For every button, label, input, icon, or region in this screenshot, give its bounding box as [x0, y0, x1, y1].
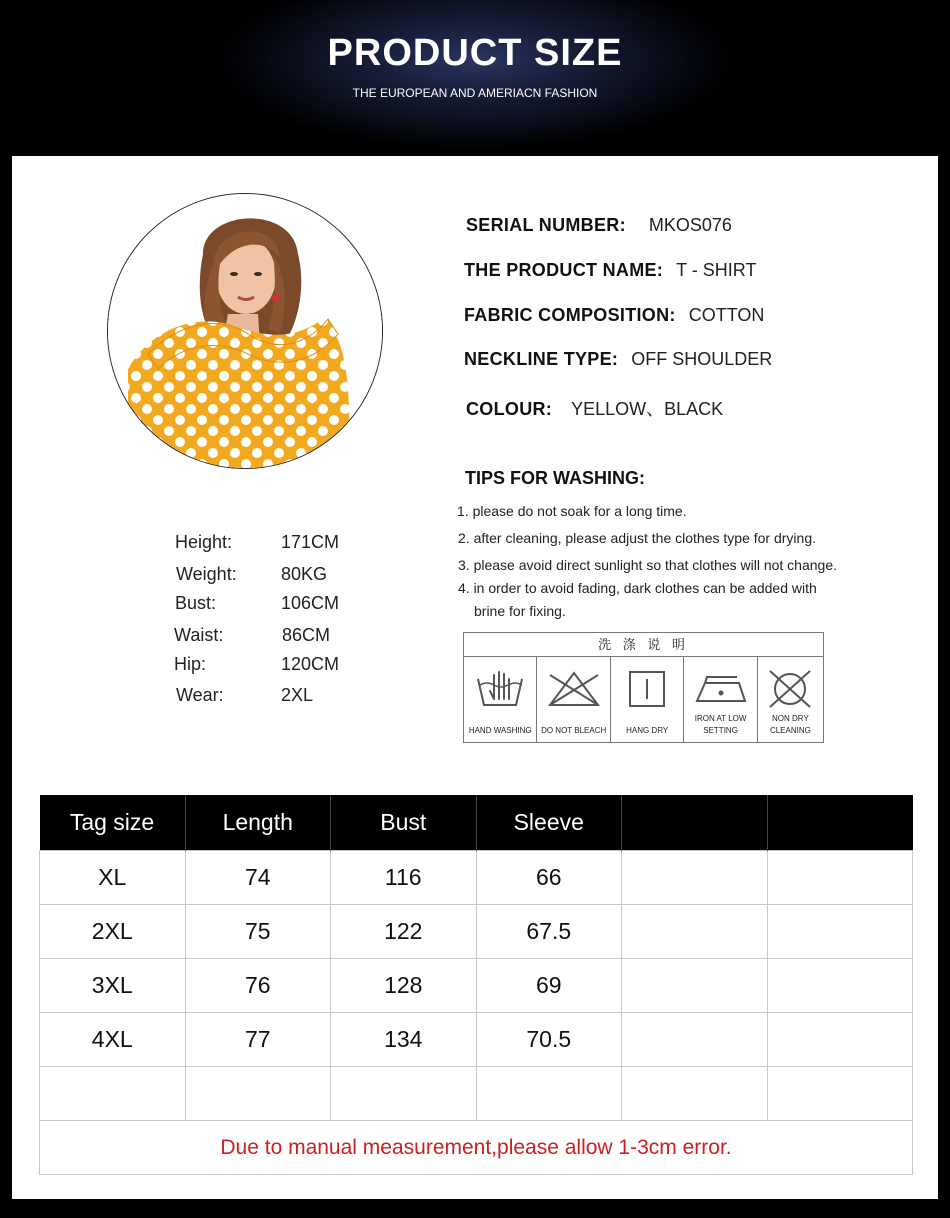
washing-tip: brine for fixing.	[474, 603, 566, 619]
table-cell	[331, 1067, 477, 1121]
neckline-label: NECKLINE TYPE:	[464, 349, 619, 369]
table-cell	[185, 1067, 331, 1121]
washing-tip: 4. in order to avoid fading, dark clothes can be added with	[458, 580, 817, 596]
symbol-iron-low	[684, 657, 757, 743]
table-row	[40, 1013, 913, 1067]
content-panel	[12, 156, 938, 1199]
product-name-label: THE PRODUCT NAME:	[464, 260, 664, 280]
symbol-caption: IRON AT LOW SETTING	[694, 714, 747, 735]
symbol-do-not-bleach	[537, 657, 610, 743]
size-table-header	[40, 795, 913, 851]
page-title: PRODUCT SIZE	[327, 32, 623, 74]
table-cell: 116	[331, 851, 477, 905]
column-header: Sleeve	[476, 795, 622, 851]
model-weight-label: Weight:	[176, 564, 237, 584]
table-cell: 67.5	[476, 905, 622, 959]
neckline-value: OFF SHOULDER	[631, 349, 773, 369]
table-cell: 69	[476, 959, 622, 1013]
neckline-row	[464, 349, 772, 370]
table-cell: 134	[331, 1013, 477, 1067]
model-height-value: 171CM	[281, 532, 340, 552]
column-header	[622, 795, 768, 851]
washing-tips-title: TIPS FOR WASHING:	[465, 468, 645, 488]
table-cell: 76	[185, 959, 331, 1013]
table-cell	[767, 851, 913, 905]
model-hip-value: 120CM	[281, 654, 340, 674]
product-photo	[107, 193, 383, 469]
column-header	[767, 795, 913, 851]
table-cell	[767, 905, 913, 959]
washing-tip: 3. please avoid direct sunlight so that clothes will not change.	[458, 557, 838, 573]
symbol-hang-dry	[611, 657, 684, 743]
fabric-row	[464, 305, 764, 326]
fabric-label: FABRIC COMPOSITION:	[464, 305, 676, 325]
washing-tip: 1. please do not soak for a long time.	[457, 503, 687, 519]
column-header: Tag size	[40, 795, 186, 851]
table-cell: 4XL	[40, 1013, 186, 1067]
model-waist-value: 86CM	[282, 625, 331, 645]
washing-symbols-header: 洗 涤 说 明	[464, 633, 823, 657]
table-cell	[622, 1013, 768, 1067]
hang-dry-icon	[627, 669, 667, 709]
table-cell	[622, 851, 768, 905]
symbol-caption: HAND WASHING	[468, 726, 532, 735]
symbol-hand-washing	[464, 657, 537, 743]
product-name-row	[464, 260, 756, 281]
model-waist-label: Waist:	[174, 625, 224, 645]
table-cell: 122	[331, 905, 477, 959]
table-row	[40, 959, 913, 1013]
table-row	[40, 851, 913, 905]
serial-number-label: SERIAL NUMBER:	[466, 215, 626, 235]
no-dry-cleaning-icon	[765, 669, 815, 709]
size-table	[39, 795, 913, 1175]
column-header: Length	[185, 795, 331, 851]
washing-tip: 2. after cleaning, please adjust the clothes type for drying.	[458, 530, 816, 546]
page-header	[0, 0, 950, 156]
table-cell: 70.5	[476, 1013, 622, 1067]
table-cell	[476, 1067, 622, 1121]
do-not-bleach-icon	[544, 669, 604, 709]
measurement-note-row	[40, 1121, 913, 1175]
table-cell	[767, 959, 913, 1013]
table-cell	[622, 1067, 768, 1121]
symbol-no-dry-cleaning	[758, 657, 823, 743]
colour-row	[466, 395, 723, 421]
washing-symbols	[463, 632, 824, 743]
table-cell: 2XL	[40, 905, 186, 959]
model-bust-value: 106CM	[281, 593, 340, 613]
fabric-value: COTTON	[688, 305, 765, 325]
table-cell: 128	[331, 959, 477, 1013]
table-cell: XL	[40, 851, 186, 905]
model-wear-value: 2XL	[281, 685, 314, 705]
symbol-caption: HANG DRY	[626, 726, 669, 735]
symbol-caption: DO NOT BLEACH	[541, 726, 607, 735]
serial-number-row	[466, 215, 732, 236]
table-row	[40, 905, 913, 959]
table-cell	[40, 1067, 186, 1121]
model-hip-label: Hip:	[174, 654, 207, 674]
model-wear-label: Wear:	[176, 685, 224, 705]
table-cell	[767, 1067, 913, 1121]
symbol-caption: NON DRY CLEANING	[769, 714, 811, 735]
model-weight-value: 80KG	[281, 564, 328, 584]
serial-number-value: MKOS076	[648, 215, 732, 235]
measurement-note: Due to manual measurement,please allow 1-3cm error.	[40, 1121, 913, 1175]
model-image	[108, 194, 383, 469]
table-cell: 77	[185, 1013, 331, 1067]
table-cell: 74	[185, 851, 331, 905]
table-cell	[622, 905, 768, 959]
page-subtitle: THE EUROPEAN AND AMERIACN FASHION	[352, 86, 598, 100]
colour-value: YELLOW、BLACK	[571, 399, 724, 419]
table-cell: 66	[476, 851, 622, 905]
table-cell: 75	[185, 905, 331, 959]
table-cell	[767, 1013, 913, 1067]
model-height-label: Height:	[175, 532, 233, 552]
model-bust-label: Bust:	[175, 593, 217, 613]
table-cell	[622, 959, 768, 1013]
table-row	[40, 1067, 913, 1121]
column-header: Bust	[331, 795, 477, 851]
table-cell: 3XL	[40, 959, 186, 1013]
hand-washing-icon	[474, 669, 526, 709]
product-name-value: T - SHIRT	[676, 260, 757, 280]
iron-low-icon	[691, 669, 751, 709]
colour-label: COLOUR:	[466, 399, 553, 419]
